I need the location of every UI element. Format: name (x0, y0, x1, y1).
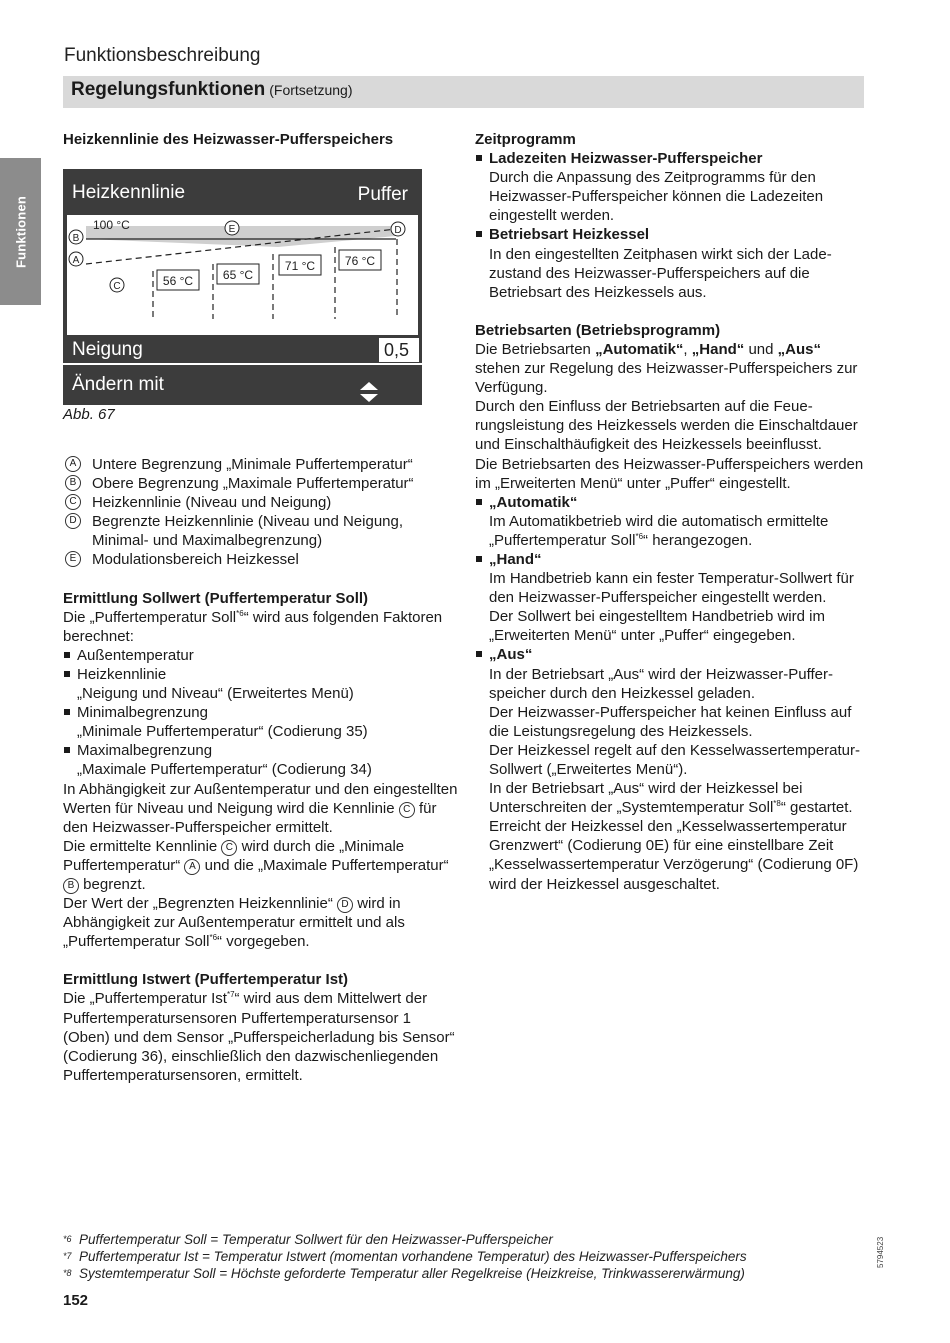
ba-paragraph-3: Die Betriebsarten des Heizwasser-Pufferspeichers werden im „Erweiterten Menü“ unter „Puffer“ eingestellt. (475, 455, 864, 492)
heading-heizkennlinie: Heizkennlinie des Heizwasser-Pufferspeichers (63, 131, 394, 148)
legend-key-a: A (65, 456, 81, 472)
heading-betriebsarten: Betriebsarten (Betriebsprogramm) (475, 321, 721, 339)
marker-b (69, 230, 83, 244)
legend-key-e: E (65, 551, 81, 567)
x-tick-2: 10 (144, 321, 158, 335)
ist-paragraph: Die „Puffertemperatur Ist$^{*7}$“ wird aus dem Mittelwert der Puffertemperatursensoren Puffertemperatursensor 1 (Oben) und dem Sensor „Pufferspeicherladung bis Sensor“ (Codierung 36), einschließlich den dazwischenliegenden Puffertemperatursensoren, ermittelt. (63, 990, 455, 1084)
controller-display (63, 169, 422, 405)
temp-label-4: 76 °C (344, 254, 376, 268)
mode-aus: „Aus“ In der Betriebsart „Aus“ wird der Heizwasser-Pufferspeicher durch den Heizkessel geladen. Der Heizwasser-Pufferspeicher hat keinen Einfluss auf die Leistungsregelung des Heizkessels. Der Heizkessel regelt auf den Kesselwassertemperatur-Sollwert („Erweitertes Menü“). In der Betriebsart „Aus“ wird der Heizkessel bei Unterschreiten der „Systemtemperatur Soll$^{*8}$“ gestartet. Erreicht der Heizkessel den „Kesselwassertemperatur Grenzwert“ (Codierung 0E) für eine einstellbare Zeit „Kesselwassertemperatur Verzögerung“ (Codierung 0F) wird der Heizkessel ausgeschaltet. (475, 645, 870, 893)
x-tick-6: -30 (386, 321, 404, 335)
x-tick-4: -10 (262, 321, 280, 335)
zeit-item-1: Ladezeiten Heizwasser-Pufferspeicher Durch die Anpassung des Zeitprogramms für den Heizwasser-Pufferspeicher können die Ladezeiten eingestellt werden. (475, 149, 870, 225)
footnote-7: *7 Puffertemperatur Ist = Temperatur Istwert (momentan vorhandene Temperatur) des Heizwasser-Pufferspeichers (63, 1249, 747, 1265)
ba-paragraph-2: Durch den Einfluss der Betriebsarten auf die Feuerungsleistung des Heizkessels werden die Einschaltdauer und Einschalthäufigkeit des Heizkessels beeinflusst. (475, 398, 858, 454)
temp-label-1: 56 °C (162, 274, 194, 288)
x-tick-3: 0 (209, 321, 217, 335)
document-code: 5794523 (876, 1236, 885, 1268)
side-tab (0, 158, 41, 305)
panel-divider (63, 363, 422, 365)
footnote-8: *8 Systemtemperatur Soll = Höchste geforderte Temperatur aller Regelkreise (Heizkreise, Trinkwassererwärmung) (63, 1266, 745, 1282)
legend-item-a: A Untere Begrenzung „Minimale Puffertemperatur“ (63, 455, 458, 474)
soll-intro: Die „Puffertemperatur Soll$^{*6}$“ wird aus folgenden Faktoren berechnet: (63, 608, 443, 645)
legend-item-b: B Obere Begrenzung „Maximale Puffertemperatur“ (63, 474, 458, 493)
footnote-6: *6 Puffertemperatur Soll = Temperatur Sollwert für den Heizwasser-Pufferspeicher (63, 1232, 553, 1247)
section-title: Funktionsbeschreibung (64, 45, 261, 66)
aendern-label: Ändern mit (72, 374, 164, 395)
page-title: Regelungsfunktionen (Fortsetzung) (71, 79, 353, 100)
soll-item-4: Maximalbegrenzung „Maximale Puffertemperatur“ (Codierung 34) (63, 741, 458, 779)
mode-automatik: „Automatik“ Im Automatikbetrieb wird die automatisch ermittelte „Puffertemperatur Soll$^{*6}$“ herangezogen. (475, 493, 870, 550)
svg-text:E: E (228, 224, 236, 235)
heading-zeitprogramm: Zeitprogramm (475, 131, 576, 148)
x-tick-5: -20 (324, 321, 342, 335)
svg-text:C: C (113, 281, 121, 292)
marker-c (110, 278, 124, 292)
footnotes (63, 1231, 863, 1283)
soll-paragraph-2: Die ermittelte Kennlinie C wird durch die „Minimale Puffertemperatur“ A und die „Maximale Puffertemperatur“ B begrenzt. (63, 837, 449, 893)
side-tab-label: Funktionen (13, 195, 28, 268)
mode-hand: „Hand“ Im Handbetrieb kann ein fester Temperatur-Sollwert für den Heizwasser-Pufferspeicher eingestellt werden. Der Sollwert bei eingestelltem Handbetrieb wird im „Erweiterten Menü“ unter „Puffer“ eingegeben. (475, 550, 870, 645)
legend-key-b: B (65, 475, 81, 491)
left-column-body (63, 455, 458, 1085)
heading-sollwert: Ermittlung Sollwert (Puffertemperatur Soll) (63, 589, 369, 607)
left-column (63, 130, 458, 149)
page-title-suffix: (Fortsetzung) (269, 82, 353, 98)
svg-text:B: B (72, 233, 80, 244)
legend-item-c: C Heizkennlinie (Niveau und Neigung) (63, 493, 458, 512)
marker-d (391, 222, 405, 236)
soll-item-1: Außentemperatur (63, 646, 458, 665)
heading-istwert: Ermittlung Istwert (Puffertemperatur Ist) (63, 971, 349, 989)
legend (63, 455, 458, 570)
display-title-right: Puffer (357, 184, 408, 205)
neigung-value: 0,5 (384, 340, 410, 360)
ba-paragraph-1: Die Betriebsarten „Automatik“, „Hand“ und „Aus“ stehen zur Regelung des Heizwasser-Pufferspeichers zur Verfügung. (475, 340, 858, 397)
soll-paragraph-1: In Abhängigkeit zur Außentemperatur und den eingestellten Werten für Niveau und Neigung wird die Kennlinie C für den Heizwasser-Pufferspeicher ermittelt. (63, 780, 458, 836)
right-column (475, 130, 870, 894)
legend-item-d: D Begrenzte Heizkennlinie (Niveau und Neigung, Minimal- und Maximalbegrenzung) (63, 512, 458, 550)
legend-key-c: C (65, 494, 81, 510)
x-tick-1: 20 (84, 321, 98, 335)
soll-item-3: Minimalbegrenzung „Minimale Puffertemperatur“ (Codierung 35) (63, 703, 458, 741)
display-title: Heizkennlinie (72, 182, 186, 203)
marker-a (69, 252, 83, 266)
figure-caption: Abb. 67 (63, 406, 115, 423)
title-bar (63, 76, 864, 108)
svg-text:A: A (72, 255, 80, 266)
zeit-item-2: Betriebsart Heizkessel In den eingestellten Zeitphasen wirkt sich der Ladezustand des Heizwasser-Pufferspeichers auf die Betriebsart des Heizkessels aus. (475, 225, 870, 301)
soll-paragraph-3: Der Wert der „Begrenzten Heizkennlinie“ D wird in Abhängigkeit zur Außentemperatur ermittelt und als „Puffertemperatur Soll$^{*6}$“ vorgegeben. (63, 895, 405, 951)
page-number: 152 (63, 1292, 89, 1309)
svg-text:D: D (394, 225, 402, 236)
temp-label-2: 65 °C (222, 268, 254, 282)
soll-item-2: Heizkennlinie „Neigung und Niveau“ (Erweitertes Menü) (63, 665, 458, 703)
neigung-label: Neigung (72, 339, 143, 360)
legend-key-d: D (65, 513, 81, 529)
marker-e (225, 221, 239, 235)
top-temp-label: 100 °C (93, 218, 130, 232)
legend-item-e: E Modulationsbereich Heizkessel (63, 550, 458, 569)
temp-label-3: 71 °C (284, 259, 316, 273)
